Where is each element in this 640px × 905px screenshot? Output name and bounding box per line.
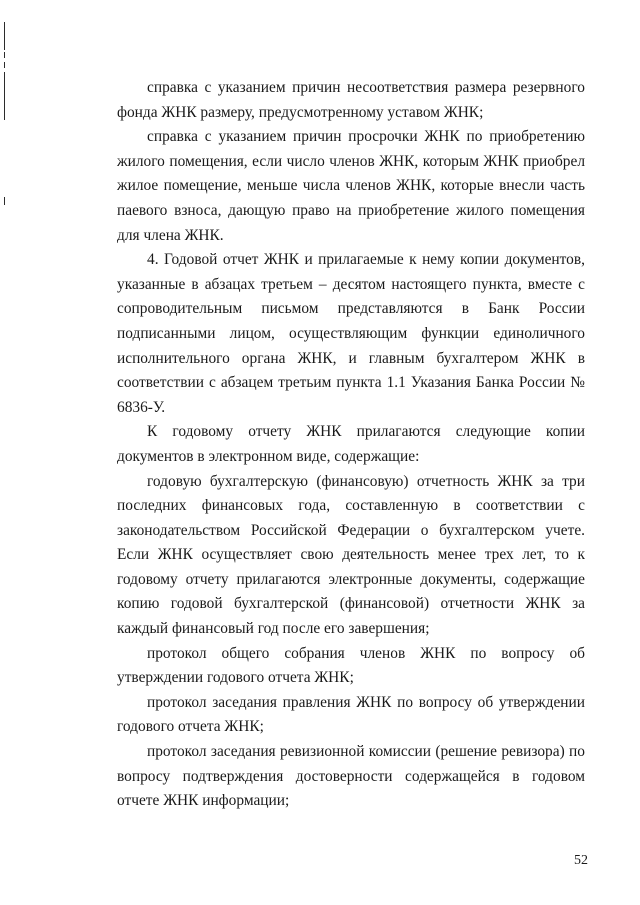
paragraph-housing-delay-note: справка с указанием причин просрочки ЖНК по приобретению жилого помещения, если число членов ЖНК, которым ЖНК приобрел жилое помещение, меньше числа членов ЖНК, которые внесли часть паевого взноса, дающую право на приобретение жилого помещения для члена ЖНК. bbox=[117, 128, 585, 244]
scan-edge-mark bbox=[4, 52, 5, 58]
page-number: 52 bbox=[574, 853, 588, 868]
paragraph-financial-statements: годовую бухгалтерскую (финансовую) отчетность ЖНК за три последних финансовых года, составленную в соответствии с законодательством Российской Федерации о бухгалтерском учете. Если ЖНК осуществляет свою деятельность менее трех лет, то к годовому отчету прилагаются электронные документы, содержащие копию годовой бухгалтерской (финансовой) отчетности ЖНК за каждый финансовый год после его завершения; bbox=[117, 472, 585, 638]
paragraph-attachments-intro: К годовому отчету ЖНК прилагаются следующие копии документов в электронном виде, содержащие: bbox=[117, 423, 585, 465]
paragraph-reserve-fund-note: справка с указанием причин несоответствия размера резервного фонда ЖНК размеру, предусмотренному уставом ЖНК; bbox=[117, 79, 585, 121]
paragraph-annual-report-clause-4: 4. Годовой отчет ЖНК и прилагаемые к нему копии документов, указанные в абзацах третьем – десятом настоящего пункта, вместе с сопроводительным письмом представляются в Банк России подписанными лицом, осуществляющим функции единоличного исполнительного органа ЖНК, и главным бухгалтером ЖНК в соответствии с абзацем третьим пункта 1.1 Указания Банка России № 6836-У. bbox=[117, 251, 585, 416]
scan-edge-mark bbox=[4, 62, 5, 68]
paragraph-general-meeting-protocol: протокол общего собрания членов ЖНК по вопросу об утверждении годового отчета ЖНК; bbox=[117, 644, 585, 687]
paragraph-board-meeting-protocol: протокол заседания правления ЖНК по вопросу об утверждении годового отчета ЖНК; bbox=[117, 693, 585, 736]
body-text bbox=[117, 76, 585, 814]
scan-edge-mark bbox=[4, 72, 5, 120]
paragraph-audit-commission-protocol: протокол заседания ревизионной комиссии (решение ревизора) по вопросу подтверждения достоверности содержащейся в годовом отчете ЖНК информации; bbox=[117, 743, 585, 810]
scan-edge-mark bbox=[4, 22, 5, 50]
scan-edge-mark bbox=[4, 197, 5, 205]
